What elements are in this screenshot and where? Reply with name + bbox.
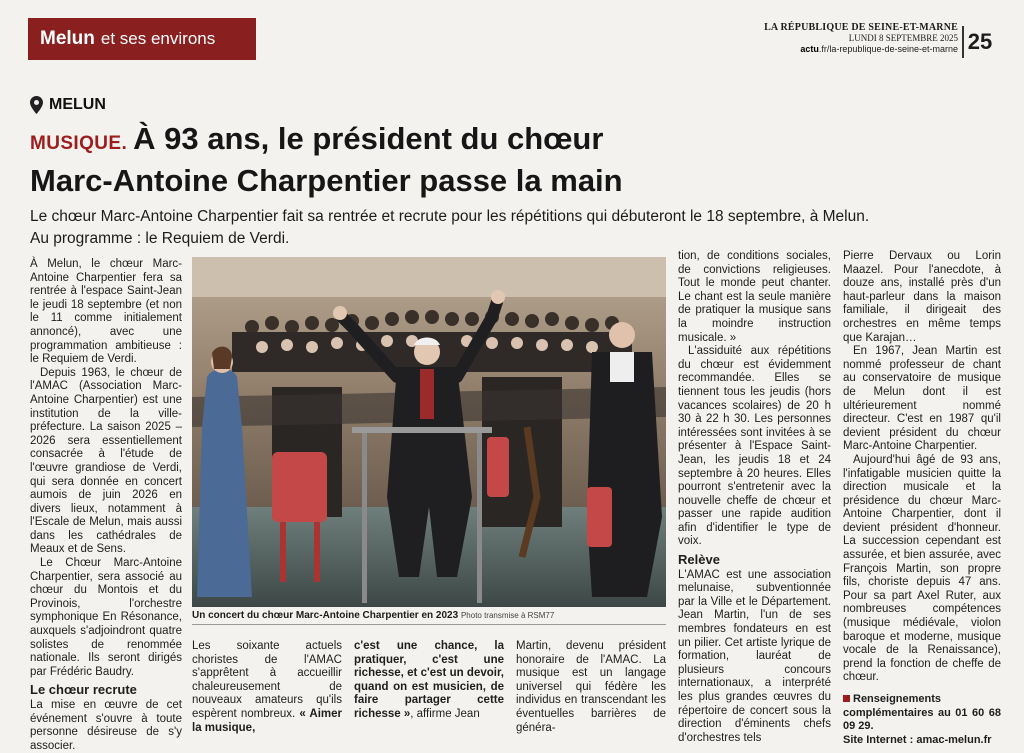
headline — [30, 120, 1010, 199]
location-label: MELUN — [49, 96, 106, 113]
under-photo-column-2 — [354, 640, 504, 722]
col3-paragraph-3: L'AMAC est une association melunaise, subventionnée par la Ville et le Département. Jean Martin, l'un de ses membres fondateurs en est un pilier. Cet artiste lyrique de formation, lauréat de plusieurs concours internationaux, a interprété les plus grandes œuvres du répertoire de concert sous la direction d'éminents chefs d'orchestres tels — [678, 568, 831, 744]
subhead-recrute: Le chœur recrute — [30, 682, 137, 698]
map-pin-icon — [30, 96, 43, 114]
concert-photo — [192, 257, 666, 607]
info-website: Site Internet : amac-melun.fr — [843, 733, 992, 746]
col1-paragraph-1: À Melun, le chœur Marc-Antoine Charpentier fera sa rentrée à l'espace Saint-Jean le jeudi 18 septembre (et non le 11 comme initialement annoncé), avec une programmation ambitieuse : le Requiem de Verdi. — [30, 258, 182, 366]
page-number: 25 — [962, 26, 996, 58]
section-band — [28, 18, 256, 60]
under-photo-text-3: Martin, devenu président honoraire de l'AMAC. La musique est un langage universel qui fédère les individus en transcendant les éventuelles barrières de généra- — [516, 640, 666, 734]
col4-paragraph-3: Aujourd'hui âgé de 93 ans, l'infatigable musicien quitte la direction musicale et la présidence du chœur Marc-Antoine Charpentier, dont il devient président d'honneur. La succession cependant est assurée, et bien assurée, avec François Martin, son propre fils, choriste depuis 47 ans. Pour sa part Axel Ruter, aux nombreuses compétences (musique médiévale, violon baroque et moderne, musique vocale de la Renaissance), prend la fonction de cheffe de chœur. — [843, 453, 1001, 684]
quote-body: c'est une chance, la pratiquer, c'est une richesse, et c'est un devoir, quand on est musicien, de faire partager cette richesse » — [354, 640, 504, 720]
issue-date: LUNDI 8 SEPTEMBRE 2025 — [848, 33, 958, 43]
column-1 — [30, 258, 182, 753]
site-rest: .fr/la-republique-de-seine-et-marne — [818, 44, 958, 54]
kicker: MUSIQUE. — [30, 133, 128, 154]
bullet-square-icon — [843, 695, 850, 702]
masthead — [740, 22, 958, 55]
info-box — [843, 693, 1001, 747]
headline-line2: Marc-Antoine Charpentier passe la main — [30, 163, 623, 198]
info-phone: Renseignements complémentaires au 01 60 68 09 29. — [843, 693, 1001, 732]
caption-credit: Photo transmise à RSM77 — [460, 611, 555, 620]
under-photo-text-1: Les soixante actuels choristes de l'AMAC s'apprêtent à accueillir chaleureusement de nouveaux amateurs qu'ils espèrent nombreux. — [192, 640, 342, 720]
quote-attribution: , affirme Jean — [410, 707, 480, 720]
section-subtitle: et ses environs — [100, 29, 216, 48]
col1-paragraph-4: La mise en œuvre de cet événement s'ouvre à toute personne désireuse de s'y associer. — [30, 699, 182, 752]
lead-line2: Au programme : le Requiem de Verdi. — [30, 230, 290, 247]
col3-paragraph-2: L'assiduité aux répétitions du chœur est évidemment recommandée. Elles se tiennent tous les jeudis (hors vacances scolaires) de 20 h 30 à 22 h 30. Les personnes intéressées sont invitées à se présenter à l'Espace Saint-Jean, les jeudis 18 et 24 septembre à 20 heures. Elles pourront s'entretenir avec la nouvelle cheffe de chœur et passer une rapide audition afin d'identifier le type de voix. — [678, 345, 831, 548]
lead-line1: Le chœur Marc-Antoine Charpentier fait sa rentrée et recrute pour les répétitions qui débuteront le 18 septembre, à Melun. — [30, 208, 870, 225]
under-photo-column-1 — [192, 640, 342, 735]
col4-paragraph-1: Pierre Dervaux ou Lorin Maazel. Pour l'anecdote, à douze ans, installé près d'un haut-parleur dans la maison familiale, il dirigeait des orchestres en même temps que Karajan… — [843, 250, 1001, 344]
column-3 — [678, 250, 831, 745]
concert-photo-image — [192, 257, 666, 607]
newspaper-site — [740, 44, 958, 55]
lead-paragraph — [30, 206, 1010, 250]
column-4 — [843, 250, 1001, 747]
col4-paragraph-2: En 1967, Jean Martin est nommé professeur de chant au conservatoire de musique de Melun dont il est ultérieurement nommé directeur. C'est en 1987 qu'il devient président du chœur Marc-Antoine Charpentier. — [843, 345, 1001, 453]
subhead-releve: Relève — [678, 552, 720, 568]
newspaper-name: LA RÉPUBLIQUE DE SEINE-ET-MARNE — [764, 22, 958, 33]
section-city: Melun — [40, 28, 95, 49]
headline-line1: À 93 ans, le président du chœur — [133, 121, 604, 156]
article-location — [30, 96, 106, 114]
col1-paragraph-2: Depuis 1963, le chœur de l'AMAC (Association Marc-Antoine Charpentier) est une institution de la ville-préfecture. La saison 2025 – 2026 sera essentiellement consacrée à l'étude de l'œuvre grandiose de Verdi, qui sera donnée en concert aumois de juin 2026 en divers lieux, notamment à l'Escale de Melun, mais aussi dans les cathédrales de Meaux et de Sens. — [30, 366, 182, 556]
col1-paragraph-3: Le Chœur Marc-Antoine Charpentier, sera associé au chœur du Montois et du Provinois, l'orchestre symphonique En Résonance, auxquels s'adjoindront quatre solistes de renommée nationale. Ils seront dirigés par Frédéric Baudry. — [30, 557, 182, 678]
col3-paragraph-1: tion, de conditions sociales, de convictions religieuses. Tout le monde peut chanter. Le chant est la seule manière de pratiquer la musique sans la moindre instruction musicale. » — [678, 250, 831, 344]
under-photo-column-3 — [516, 640, 666, 735]
site-bold: actu — [800, 44, 819, 54]
photo-caption — [192, 610, 666, 625]
caption-text: Un concert du chœur Marc-Antoine Charpentier en 2023 — [192, 610, 459, 621]
quote-start: « Aimer la musique, — [192, 707, 342, 734]
